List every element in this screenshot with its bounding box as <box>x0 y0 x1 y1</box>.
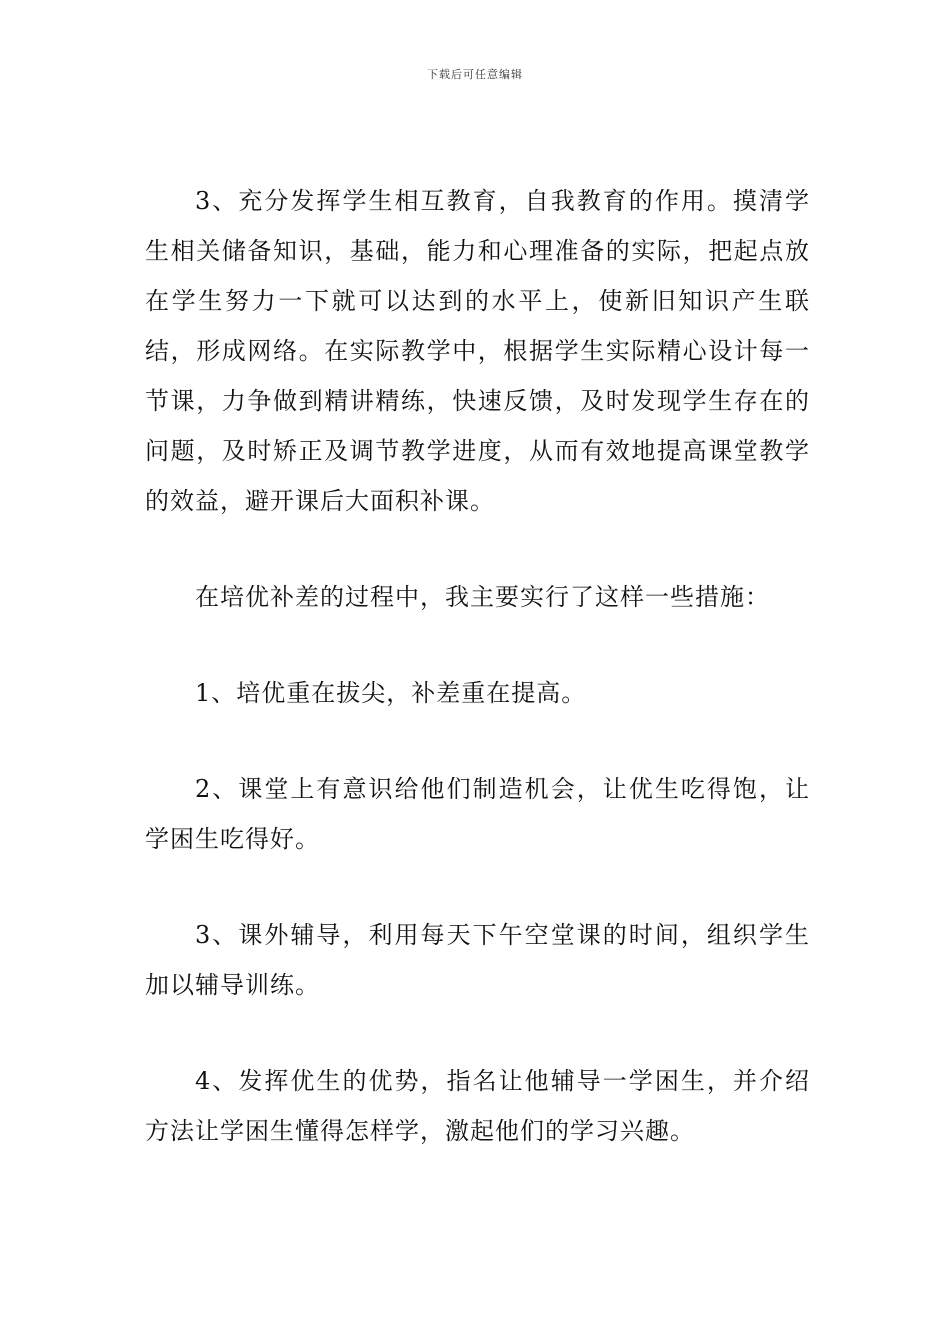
paragraph-measure-1: 1、培优重在拔尖，补差重在提高。 <box>195 679 587 707</box>
page-header: 下载后可任意编辑 <box>427 68 523 81</box>
paragraph-measure-2: 2、课堂上有意识给他们制造机会，让优生吃得饱，让学困生吃得好。 <box>145 775 810 853</box>
document-body <box>145 176 810 1156</box>
paragraph-measure-4: 4、发挥优生的优势，指名让他辅导一学困生，并介绍方法让学困生懂得怎样学，激起他们的学习兴趣。 <box>145 1067 810 1145</box>
paragraph-measure-3: 3、课外辅导，利用每天下午空堂课的时间，组织学生加以辅导训练。 <box>145 921 810 999</box>
paragraph-strategy-3: 3、充分发挥学生相互教育，自我教育的作用。摸清学生相关储备知识，基础，能力和心理准备的实际，把起点放在学生努力一下就可以达到的水平上，使新旧知识产生联结，形成网络。在实际教学中，根据学生实际精心设计每一节课，力争做到精讲精练，快速反馈，及时发现学生存在的问题，及时矫正及调节教学进度，从而有效地提高课堂教学的效益，避开课后大面积补课。 <box>145 187 810 515</box>
paragraph-measures-intro: 在培优补差的过程中，我主要实行了这样一些措施： <box>195 583 770 611</box>
